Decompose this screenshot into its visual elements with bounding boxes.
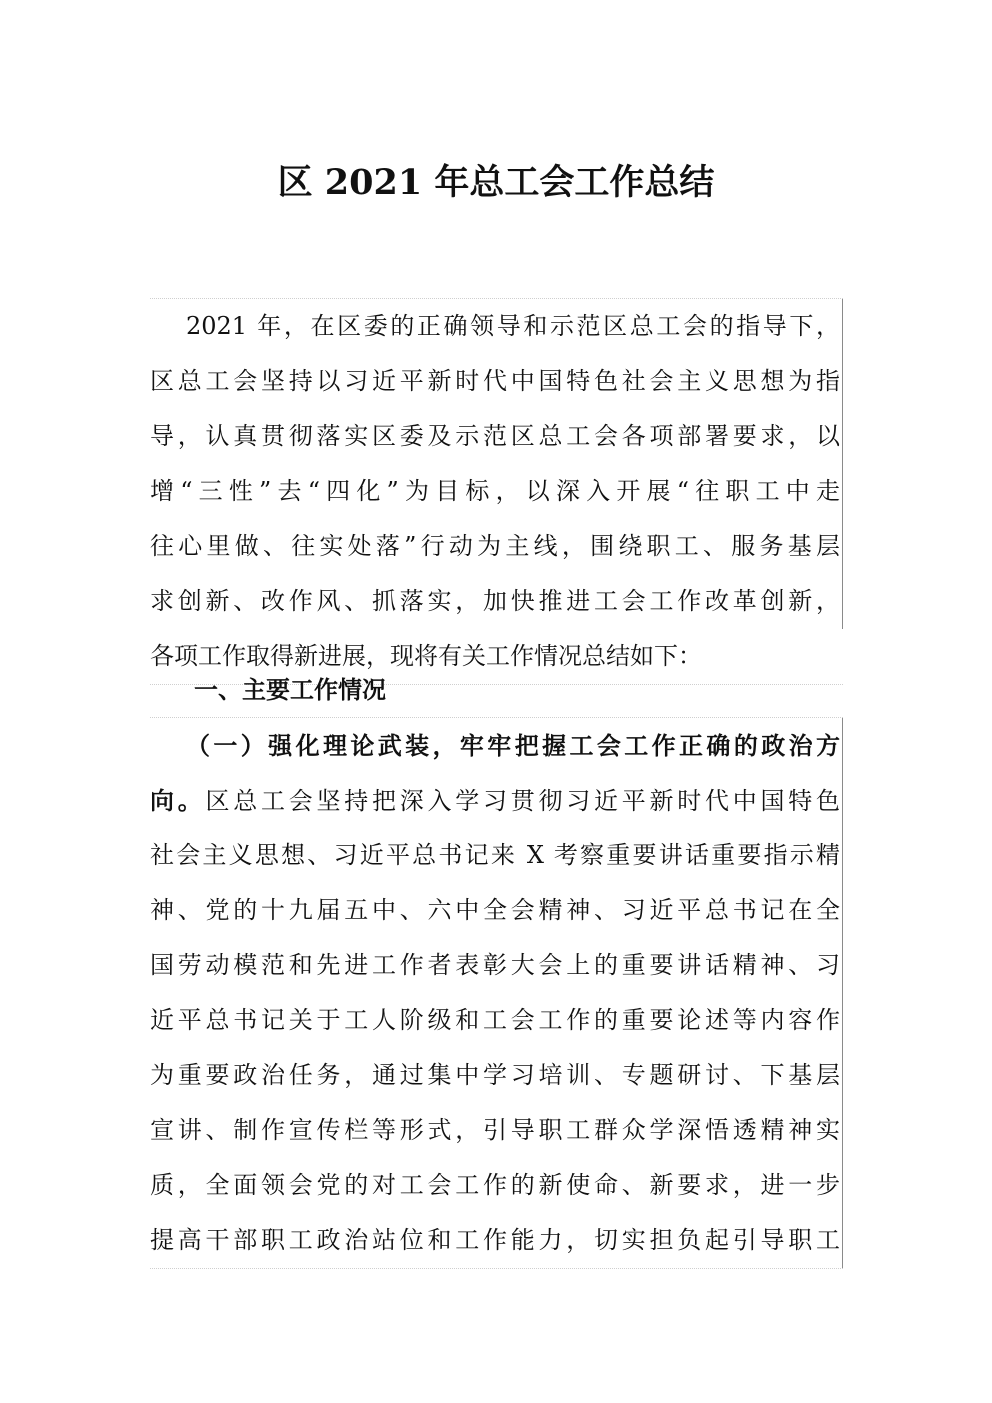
- text-line: 近平总书记关于工人阶级和工会工作的重要论述等内容作: [150, 993, 843, 1048]
- subheading-line: （一）强化理论武装，牢牢把握工会工作正确的政治方: [150, 718, 843, 773]
- text-line: 区总工会坚持以习近平新时代中国特色社会主义思想为指: [150, 354, 843, 409]
- text-span: 区总工会坚持把深入学习贯彻习近平新时代中国特色: [205, 787, 840, 815]
- text-line: 增“三性”去“四化”为目标，以深入开展“往职工中走: [150, 464, 843, 519]
- text-line: 往心里做、往实处落”行动为主线，围绕职工、服务基层: [150, 519, 843, 574]
- text-line: 2021 年，在区委的正确领导和示范区总工会的指导下，: [150, 299, 843, 354]
- text-line: 国劳动模范和先进工作者表彰大会上的重要讲话精神、习: [150, 938, 843, 993]
- subheading-end: 向。: [150, 786, 206, 815]
- intro-paragraph: [150, 298, 843, 685]
- text-line: 为重要政治任务，通过集中学习培训、专题研讨、下基层: [150, 1048, 843, 1103]
- text-line: 质，全面领会党的对工会工作的新使命、新要求，进一步: [150, 1158, 843, 1213]
- text-line: 神、党的十九届五中、六中全会精神、习近平总书记在全: [150, 883, 843, 938]
- text-line: 社会主义思想、习近平总书记来 X 考察重要讲话重要指示精: [150, 828, 843, 883]
- text-line: 各项工作取得新进展，现将有关工作情况总结如下：: [150, 642, 702, 670]
- document-title: 区 2021 年总工会工作总结: [277, 162, 715, 203]
- text-line: 求创新、改作风、抓落实，加快推进工会工作改革创新，: [150, 574, 843, 629]
- text-line: 提高干部职工政治站位和工作能力，切实担负起引导职工: [150, 1213, 843, 1268]
- text-line: 导，认真贯彻落实区委及示范区总工会各项部署要求，以: [150, 409, 843, 464]
- section-heading: 一、主要工作情况: [194, 675, 386, 704]
- text-line: [150, 773, 843, 828]
- section1-paragraph: [150, 717, 843, 1269]
- text-line: 宣讲、制作宣传栏等形式，引导职工群众学深悟透精神实: [150, 1103, 843, 1158]
